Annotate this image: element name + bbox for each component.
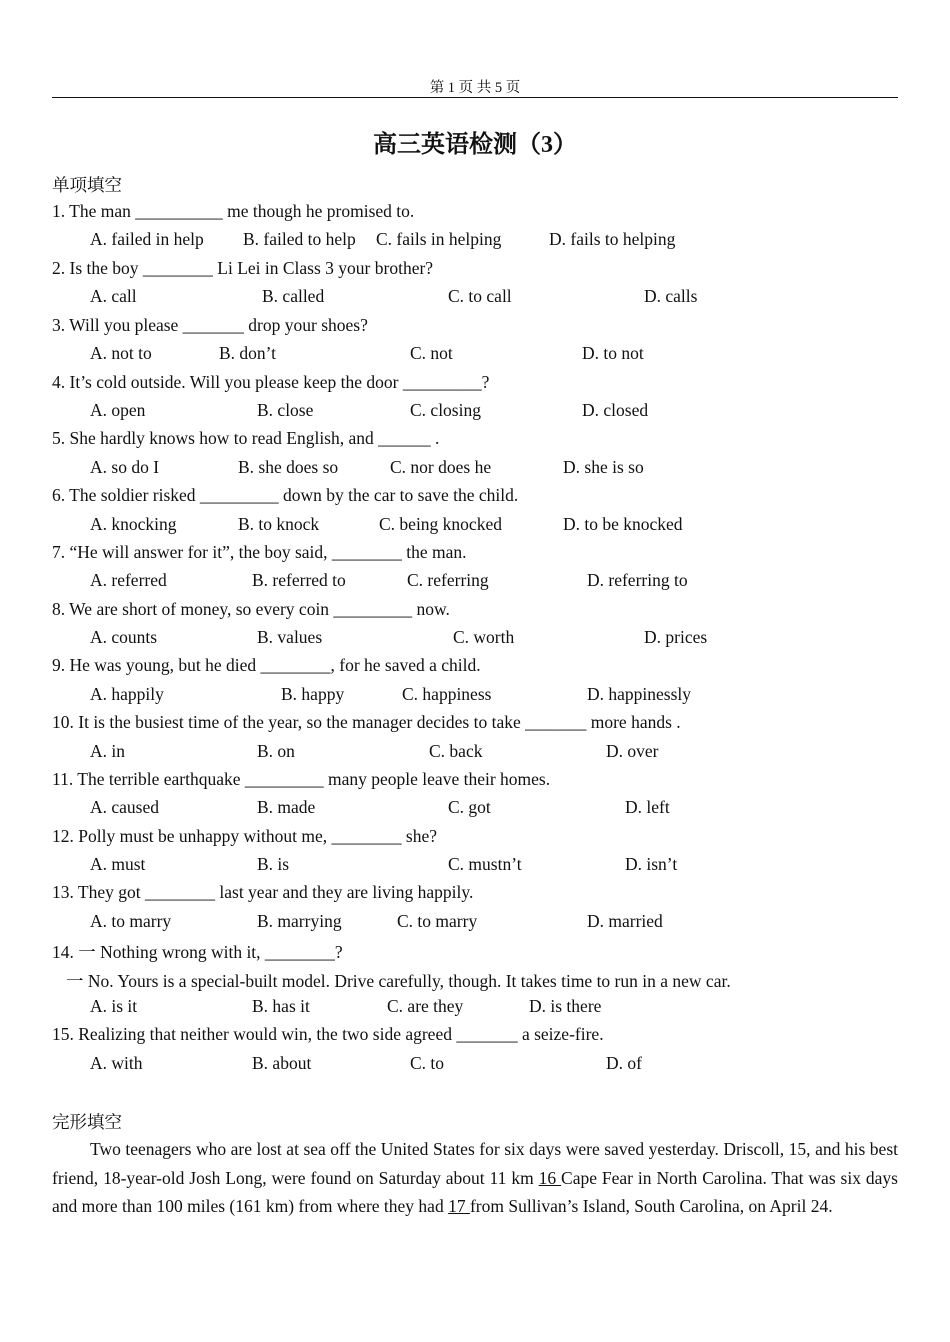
option-a: A. with: [90, 1053, 143, 1073]
option-b: B. called: [262, 286, 325, 306]
option-a: A. counts: [90, 627, 158, 647]
option-d: D. to not: [582, 343, 644, 363]
question-3: 3. Will you please _______ drop your shoes?: [52, 315, 368, 335]
option-a: A. open: [90, 400, 146, 420]
blank-16: 16: [538, 1167, 562, 1188]
option-b: B. close: [257, 400, 314, 420]
option-b: B. marrying: [257, 911, 342, 931]
question-14: 14. 一 Nothing wrong with it, ________?: [52, 942, 343, 962]
option-c: C. back: [429, 741, 483, 761]
options-q11: [0, 797, 950, 821]
option-c: C. referring: [407, 570, 489, 590]
option-b: B. don’t: [219, 343, 277, 363]
options-q5: [0, 457, 950, 481]
option-c: C. fails in helping: [376, 229, 502, 249]
cloze-passage: [52, 1135, 898, 1221]
option-b: B. she does so: [238, 457, 339, 477]
option-a: A. to marry: [90, 911, 172, 931]
option-a: A. call: [90, 286, 137, 306]
blank-17: 17: [448, 1196, 470, 1216]
option-b: B. on: [257, 741, 295, 761]
option-a: A. knocking: [90, 514, 177, 534]
option-d: D. left: [625, 797, 670, 817]
option-c: C. being knocked: [379, 514, 502, 534]
option-d: D. fails to helping: [549, 229, 676, 249]
option-c: C. nor does he: [390, 457, 492, 477]
page-header: [52, 76, 898, 97]
option-a: A. is it: [90, 996, 138, 1016]
page-number-info: 第 1 页 共 5 页: [429, 80, 521, 96]
question-2: 2. Is the boy ________ Li Lei in Class 3 your brother?: [52, 258, 434, 278]
option-b: B. failed to help: [243, 229, 356, 249]
passage-text-1: Two teenagers who are lost at sea off the United States for six days were saved yesterday. Driscoll, 15, and his best friend, 18-year-old Josh Long, were found on Saturday about 11 km: [52, 1139, 898, 1188]
question-10: 10. It is the busiest time of the year, so the manager decides to take _______ more hands .: [52, 712, 681, 732]
options-q10: [0, 741, 950, 765]
option-a: A. happily: [90, 684, 164, 704]
option-a: A. must: [90, 854, 146, 874]
option-b: B. values: [257, 627, 323, 647]
option-c: C. happiness: [402, 684, 492, 704]
option-c: C. closing: [410, 400, 481, 420]
option-d: D. over: [606, 741, 659, 761]
option-c: C. are they: [387, 996, 464, 1016]
page-title: 高三英语检测（3）: [373, 132, 577, 158]
question-11: 11. The terrible earthquake _________ many people leave their homes.: [52, 769, 551, 789]
options-q8: [0, 627, 950, 651]
option-a: A. so do I: [90, 457, 160, 477]
option-b: B. referred to: [252, 570, 346, 590]
options-q2: [0, 286, 950, 310]
option-b: B. made: [257, 797, 316, 817]
option-d: D. prices: [644, 627, 708, 647]
option-c: C. got: [448, 797, 491, 817]
option-b: B. about: [252, 1053, 312, 1073]
question-15: 15. Realizing that neither would win, the two side agreed _______ a seize-fire.: [52, 1024, 604, 1044]
question-5: 5. She hardly knows how to read English, and ______ .: [52, 428, 440, 448]
option-b: B. happy: [281, 684, 345, 704]
option-c: C. to marry: [397, 911, 478, 931]
option-a: A. in: [90, 741, 125, 761]
option-d: D. happinessly: [587, 684, 692, 704]
options-q13: [0, 911, 950, 935]
option-c: C. worth: [453, 627, 515, 647]
option-d: D. married: [587, 911, 663, 931]
options-q12: [0, 854, 950, 878]
question-1: 1. The man __________ me though he promised to.: [52, 201, 415, 221]
option-c: C. to call: [448, 286, 512, 306]
section-heading-cloze: 完形填空: [52, 1112, 122, 1132]
option-a: A. failed in help: [90, 229, 204, 249]
option-b: B. is: [257, 854, 290, 874]
question-7: 7. “He will answer for it”, the boy said, ________ the man.: [52, 542, 467, 562]
option-a: A. referred: [90, 570, 167, 590]
options-q9: [0, 684, 950, 708]
options-q14: [0, 996, 950, 1020]
option-c: C. to: [410, 1053, 445, 1073]
options-q6: [0, 514, 950, 538]
option-d: D. she is so: [563, 457, 644, 477]
option-d: D. isn’t: [625, 854, 678, 874]
question-9: 9. He was young, but he died ________, for he saved a child.: [52, 655, 481, 675]
option-d: D. of: [606, 1053, 642, 1073]
option-a: A. caused: [90, 797, 160, 817]
question-13: 13. They got ________ last year and they are living happily.: [52, 882, 474, 902]
option-b: B. to knock: [238, 514, 320, 534]
question-4: 4. It’s cold outside. Will you please keep the door _________?: [52, 372, 490, 392]
question-12: 12. Polly must be unhappy without me, ________ she?: [52, 826, 437, 846]
options-q3: [0, 343, 950, 367]
passage-text-3: from Sullivan’s Island, South Carolina, on April 24.: [469, 1196, 833, 1216]
question-6: 6. The soldier risked _________ down by the car to save the child.: [52, 485, 519, 505]
option-a: A. not to: [90, 343, 152, 363]
options-q4: [0, 400, 950, 424]
header-divider: [52, 97, 898, 98]
option-b: B. has it: [252, 996, 310, 1016]
option-c: C. not: [410, 343, 453, 363]
option-d: D. to be knocked: [563, 514, 683, 534]
options-q1: [0, 229, 950, 253]
section-heading-single-choice: 单项填空: [52, 175, 122, 195]
passage-text-2: Cape Fear in North Carolina. That was six days and more than 100 miles (161 km) from where they had: [52, 1167, 898, 1216]
option-d: D. calls: [644, 286, 698, 306]
question-8: 8. We are short of money, so every coin _________ now.: [52, 599, 450, 619]
options-q15: [0, 1053, 950, 1077]
option-d: D. is there: [529, 996, 602, 1016]
option-d: D. referring to: [587, 570, 688, 590]
options-q7: [0, 570, 950, 594]
option-d: D. closed: [582, 400, 649, 420]
option-c: C. mustn’t: [448, 854, 522, 874]
question-14-reply: 一 No. Yours is a special-built model. Drive carefully, though. It takes time to run in a new car.: [66, 971, 731, 991]
